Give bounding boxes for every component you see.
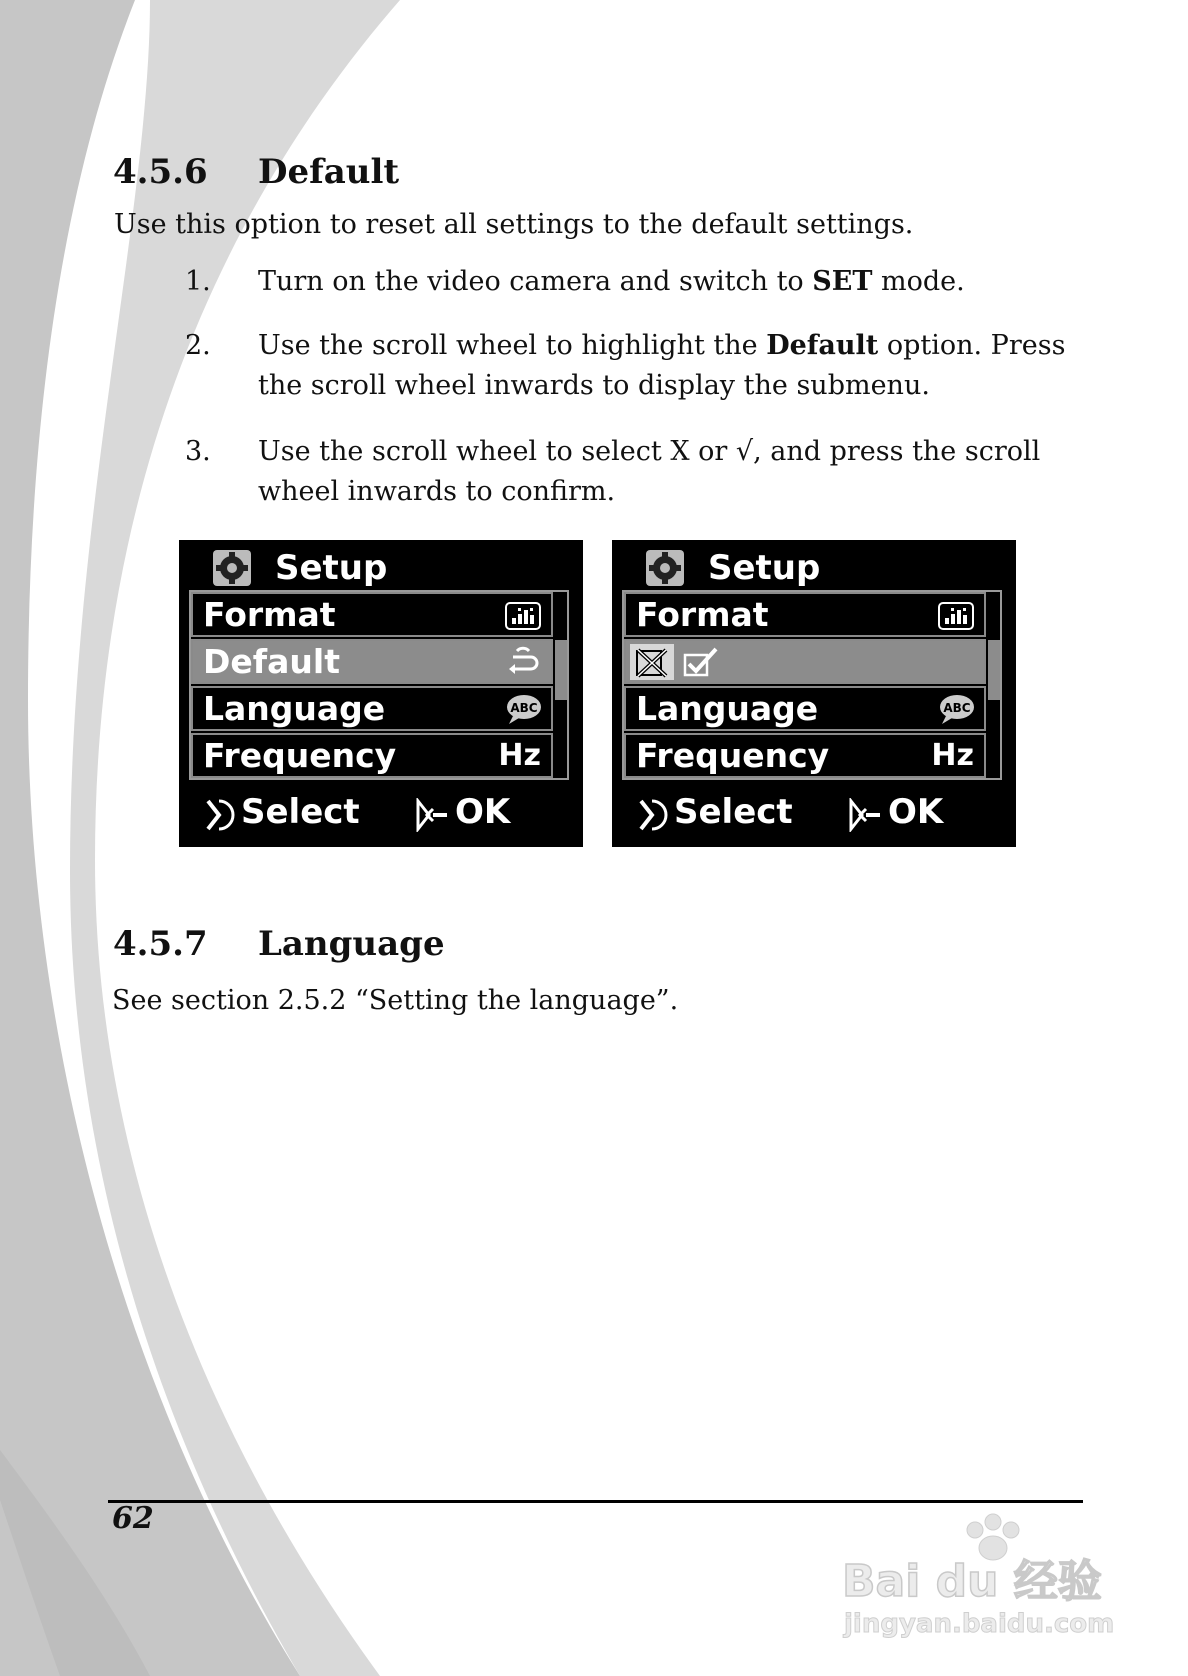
step-number: 2. — [185, 330, 211, 361]
menu-item-label: Frequency — [203, 736, 397, 775]
press-ok-icon — [848, 798, 888, 832]
menu-item-frequency[interactable] — [624, 733, 986, 778]
step-text — [258, 262, 1088, 302]
settings-gear-icon — [211, 548, 253, 588]
settings-gear-icon — [644, 548, 686, 588]
format-icon — [503, 598, 543, 632]
step-text-part: Use the scroll wheel to highlight the — [258, 330, 767, 361]
step-text — [258, 326, 1088, 406]
scroll-select-icon — [205, 798, 237, 832]
baidu-jingyan-watermark — [840, 1508, 1120, 1638]
x-option[interactable] — [630, 644, 674, 680]
section-text: See section 2.5.2 “Setting the language”. — [112, 985, 679, 1016]
format-icon — [936, 598, 976, 632]
press-ok-icon — [415, 798, 455, 832]
menu-item-frequency[interactable] — [191, 733, 553, 778]
lcd-screen-setup-default — [179, 540, 583, 847]
abc-language-icon — [936, 692, 976, 726]
menu-item-label: Frequency — [636, 736, 830, 775]
watermark-url: jingyan.baidu.com — [844, 1609, 1115, 1638]
hz-label: Hz — [931, 738, 974, 773]
scrollbar[interactable] — [555, 594, 567, 774]
cancel-x-icon — [634, 646, 670, 678]
screen-title: Setup — [275, 548, 388, 588]
menu-item-label: Default — [203, 642, 340, 681]
section-title: Default — [258, 152, 400, 192]
step-text-part: Turn on the video camera and switch to — [258, 266, 813, 297]
screen-title: Setup — [708, 548, 821, 588]
menu-item-label: Format — [203, 595, 336, 634]
footer-ok-label: OK — [455, 792, 511, 832]
abc-language-icon — [503, 692, 543, 726]
footer-select-label: Select — [241, 792, 360, 832]
step-text — [258, 432, 1088, 512]
default-reset-icon — [503, 645, 543, 679]
svg-text:ABC: ABC — [510, 701, 538, 715]
step-text-part: mode. — [872, 266, 965, 297]
default-submenu-row — [624, 639, 986, 684]
menu-item-label: Language — [636, 689, 819, 728]
lcd-screen-default-submenu — [612, 540, 1016, 847]
menu-item-language[interactable] — [191, 686, 553, 731]
footer-ok-label: OK — [888, 792, 944, 832]
watermark-brand: Bai du 经验 — [842, 1556, 1102, 1607]
hz-label: Hz — [498, 738, 541, 773]
footer-select-label: Select — [674, 792, 793, 832]
scroll-thumb[interactable] — [555, 640, 567, 700]
page-number: 62 — [112, 1501, 154, 1536]
step-number: 1. — [185, 266, 211, 297]
menu-item-format[interactable] — [624, 592, 986, 637]
scrollbar[interactable] — [988, 594, 1000, 774]
section-intro: Use this option to reset all settings to the default settings. — [114, 209, 914, 240]
menu-item-language[interactable] — [624, 686, 986, 731]
check-option[interactable] — [680, 644, 724, 680]
section-title: Language — [258, 924, 445, 964]
step-text-part: Use the scroll wheel to select X or √, and press the scroll wheel inwards to confirm. — [258, 436, 1041, 507]
menu-item-label: Language — [203, 689, 386, 728]
step-text-bold: Default — [766, 330, 879, 361]
section-number: 4.5.6 — [113, 152, 208, 192]
section-number: 4.5.7 — [113, 924, 208, 964]
footer-rule — [108, 1500, 1083, 1503]
step-text-bold: SET — [812, 266, 873, 297]
menu-item-default[interactable] — [191, 639, 553, 684]
step-text-part: option. Press the scroll wheel inwards to display the submenu. — [258, 330, 1066, 401]
menu-item-format[interactable] — [191, 592, 553, 637]
confirm-check-icon — [682, 646, 720, 678]
menu-item-label: Format — [636, 595, 769, 634]
step-number: 3. — [185, 436, 211, 467]
svg-text:ABC: ABC — [943, 701, 971, 715]
scroll-thumb[interactable] — [988, 640, 1000, 700]
scroll-select-icon — [638, 798, 670, 832]
